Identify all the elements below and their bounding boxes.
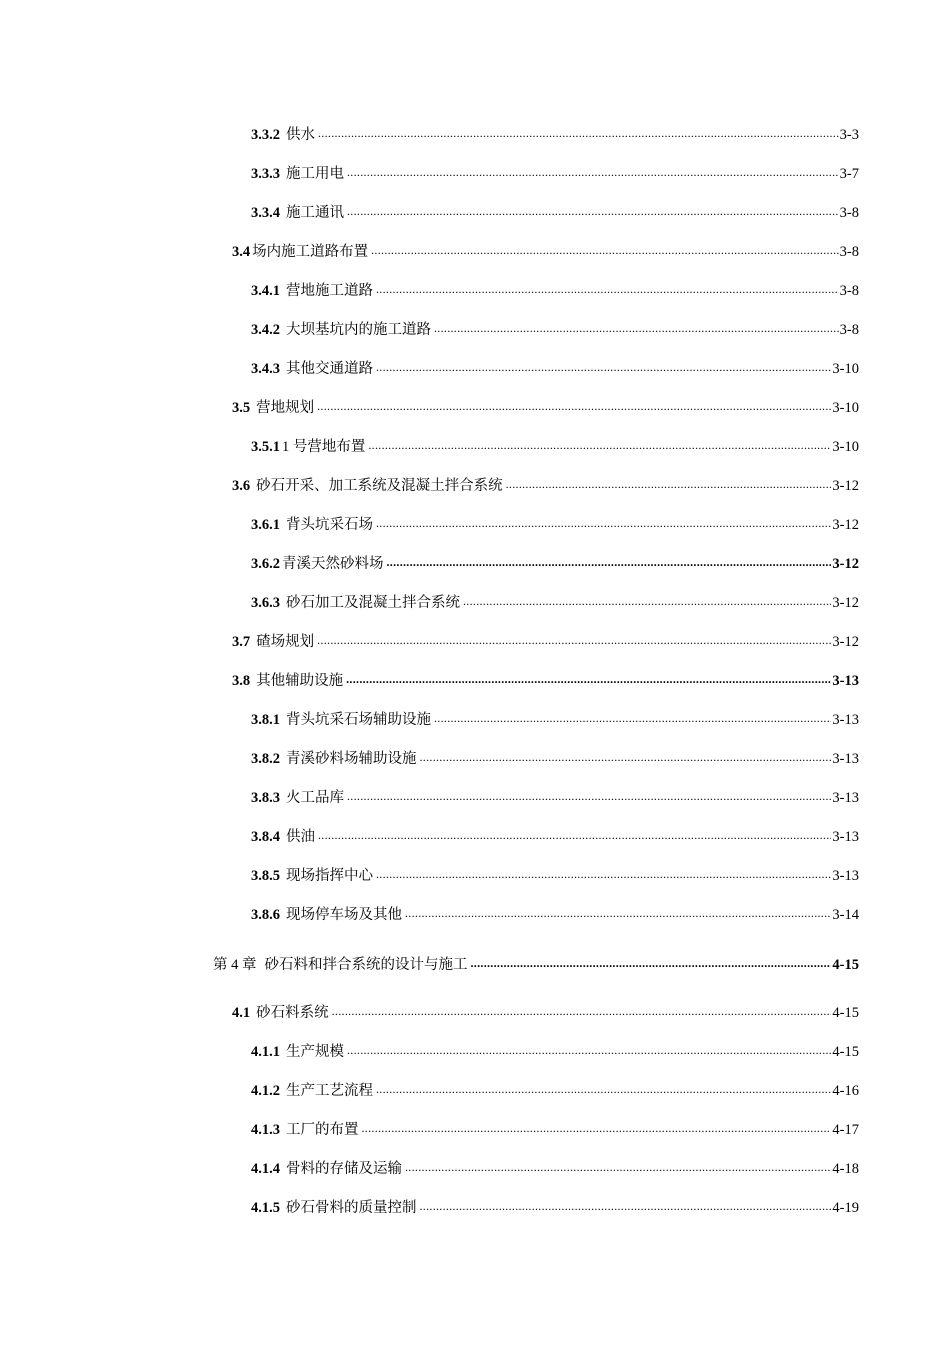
- toc-number: 4.1.1: [251, 1044, 280, 1060]
- toc-title: 背头坑采石场辅助设施: [286, 712, 431, 728]
- toc-entry[interactable]: [232, 242, 859, 261]
- toc-title: 背头坑采石场: [286, 517, 373, 533]
- toc-title: 生产规模: [286, 1044, 344, 1060]
- dot-leader: [405, 1159, 831, 1173]
- toc-number: 3.3.2: [251, 127, 280, 143]
- dot-leader: [376, 866, 831, 880]
- toc-page: 3-13: [832, 751, 859, 767]
- dot-leader: [317, 398, 831, 412]
- toc-title: 青溪天然砂料场: [282, 556, 384, 572]
- dot-leader: [420, 749, 832, 763]
- dot-leader: [434, 320, 839, 334]
- toc-page: 3-12: [832, 634, 859, 650]
- toc-entry[interactable]: [251, 866, 859, 885]
- toc-entry[interactable]: [232, 398, 859, 417]
- toc-title: 火工品库: [286, 790, 344, 806]
- toc-entry[interactable]: [232, 1003, 859, 1022]
- toc-title: 砂石开采、加工系统及混凝土拌合系统: [256, 478, 503, 494]
- toc-page: 3-12: [832, 517, 859, 533]
- dot-leader: [368, 437, 831, 451]
- toc-entry[interactable]: [251, 1159, 859, 1178]
- toc-page: 3-13: [832, 790, 859, 806]
- toc-page: 3-10: [832, 400, 859, 416]
- toc-title: 供油: [286, 829, 315, 845]
- toc-number: 4.1.2: [251, 1083, 280, 1099]
- toc-page: 4-15: [832, 1005, 859, 1021]
- toc-page: 3-12: [832, 556, 859, 572]
- toc-number: 第 4 章: [213, 957, 257, 973]
- toc-page: 3-10: [832, 439, 859, 455]
- dot-leader: [376, 281, 839, 295]
- toc-page: 3-8: [839, 205, 859, 221]
- toc-page: 3-8: [839, 283, 859, 299]
- toc-entry[interactable]: [251, 1081, 859, 1100]
- toc-page: 3-8: [839, 322, 859, 338]
- toc-title: 砂石料和拌合系统的设计与施工: [264, 957, 468, 973]
- toc-entry[interactable]: [251, 1198, 859, 1217]
- toc-page: 3-7: [839, 166, 859, 182]
- toc-entry[interactable]: [251, 515, 859, 534]
- toc-number: 4.1.5: [251, 1200, 280, 1216]
- dot-leader: [332, 1003, 832, 1017]
- toc-page: 3-13: [832, 673, 859, 689]
- dot-leader: [347, 164, 839, 178]
- toc-chapter-entry[interactable]: [213, 955, 859, 974]
- toc-entry[interactable]: [251, 827, 859, 846]
- toc-number: 3.5.1: [251, 439, 280, 455]
- toc-title: 施工通讯: [286, 205, 344, 221]
- toc-title: 其他交通道路: [286, 361, 373, 377]
- toc-page: 3-12: [832, 478, 859, 494]
- toc-title: 营地施工道路: [286, 283, 373, 299]
- toc-entry[interactable]: [251, 164, 859, 183]
- dot-leader: [506, 476, 832, 490]
- toc-number: 3.8.4: [251, 829, 280, 845]
- toc-title: 碴场规划: [256, 634, 315, 650]
- dot-leader: [318, 125, 839, 139]
- toc-entry[interactable]: [251, 1042, 859, 1061]
- toc-entry[interactable]: [251, 320, 859, 339]
- toc-title: 生产工艺流程: [286, 1083, 373, 1099]
- toc-entry[interactable]: [251, 554, 859, 573]
- toc-title: 现场指挥中心: [286, 868, 373, 884]
- toc-entry[interactable]: [232, 476, 859, 495]
- toc-title: 场内施工道路布置: [252, 244, 369, 260]
- toc-page: 4-18: [832, 1161, 859, 1177]
- toc-page: 3-3: [839, 127, 859, 143]
- dot-leader: [420, 1198, 832, 1212]
- toc-page: 4-15: [832, 957, 859, 973]
- dot-leader: [347, 203, 839, 217]
- dot-leader: [371, 242, 839, 256]
- toc-number: 3.4.2: [251, 322, 280, 338]
- toc-entry[interactable]: [251, 788, 859, 807]
- toc-page: 3-14: [832, 907, 859, 923]
- toc-entry[interactable]: [251, 593, 859, 612]
- toc-number: 4.1.4: [251, 1161, 280, 1177]
- toc-number: 4.1: [232, 1005, 251, 1021]
- toc-entry[interactable]: [232, 671, 859, 690]
- toc-number: 3.6.2: [251, 556, 280, 572]
- toc-page: 4-16: [832, 1083, 859, 1099]
- dot-leader: [347, 1042, 831, 1056]
- toc-number: 3.3.4: [251, 205, 280, 221]
- dot-leader: [376, 359, 831, 373]
- toc-entry[interactable]: [251, 125, 859, 144]
- toc-entry[interactable]: [232, 632, 859, 651]
- toc-title: 1 号营地布置: [282, 439, 366, 455]
- toc-title: 营地规划: [256, 400, 315, 416]
- toc-number: 4.1.3: [251, 1122, 280, 1138]
- toc-entry[interactable]: [251, 359, 859, 378]
- dot-leader: [463, 593, 831, 607]
- toc-entry[interactable]: [251, 203, 859, 222]
- toc-title: 砂石料系统: [256, 1005, 329, 1021]
- toc-number: 3.6.1: [251, 517, 280, 533]
- toc-number: 3.8.6: [251, 907, 280, 923]
- dot-leader: [346, 671, 831, 685]
- toc-title: 施工用电: [286, 166, 344, 182]
- dot-leader: [471, 955, 832, 969]
- toc-number: 3.4.1: [251, 283, 280, 299]
- toc-page: 4-19: [832, 1200, 859, 1216]
- toc-title: 骨料的存储及运输: [286, 1161, 402, 1177]
- toc-page: 3-13: [832, 712, 859, 728]
- toc-number: 3.6.3: [251, 595, 280, 611]
- toc-number: 3.3.3: [251, 166, 280, 182]
- toc-entry[interactable]: [251, 281, 859, 300]
- toc-number: 3.8.1: [251, 712, 280, 728]
- dot-leader: [405, 905, 831, 919]
- toc-page: 3-13: [832, 829, 859, 845]
- toc-title: 其他辅助设施: [256, 673, 344, 689]
- toc-entry[interactable]: [251, 749, 859, 768]
- dot-leader: [317, 632, 831, 646]
- dot-leader: [376, 515, 831, 529]
- toc-title: 大坝基坑内的施工道路: [286, 322, 431, 338]
- toc-number: 3.8.3: [251, 790, 280, 806]
- toc-title: 砂石骨料的质量控制: [286, 1200, 417, 1216]
- toc-title: 工厂的布置: [286, 1122, 359, 1138]
- toc-number: 3.8.2: [251, 751, 280, 767]
- toc-title: 青溪砂料场辅助设施: [286, 751, 417, 767]
- dot-leader: [376, 1081, 831, 1095]
- toc-entry[interactable]: [251, 710, 859, 729]
- toc-page: 4-15: [832, 1044, 859, 1060]
- dot-leader: [318, 827, 831, 841]
- toc-number: 3.5: [232, 400, 251, 416]
- dot-leader: [387, 554, 832, 568]
- toc-number: 3.4: [232, 244, 251, 260]
- toc-page: 3-10: [832, 361, 859, 377]
- toc-number: 3.8.5: [251, 868, 280, 884]
- toc-page: 3-8: [839, 244, 859, 260]
- dot-leader: [434, 710, 831, 724]
- dot-leader: [362, 1120, 832, 1134]
- toc-entry[interactable]: [251, 437, 859, 456]
- toc-number: 3.8: [232, 673, 251, 689]
- toc-number: 3.4.3: [251, 361, 280, 377]
- toc-page: 3-12: [832, 595, 859, 611]
- toc-title: 供水: [286, 127, 315, 143]
- toc-entry[interactable]: [251, 1120, 859, 1139]
- toc-number: 3.7: [232, 634, 251, 650]
- dot-leader: [347, 788, 831, 802]
- toc-page: 3-13: [832, 868, 859, 884]
- toc-title: 现场停车场及其他: [286, 907, 402, 923]
- toc-number: 3.6: [232, 478, 251, 494]
- toc-page: 4-17: [832, 1122, 859, 1138]
- toc-entry[interactable]: [251, 905, 859, 924]
- toc-title: 砂石加工及混凝土拌合系统: [286, 595, 460, 611]
